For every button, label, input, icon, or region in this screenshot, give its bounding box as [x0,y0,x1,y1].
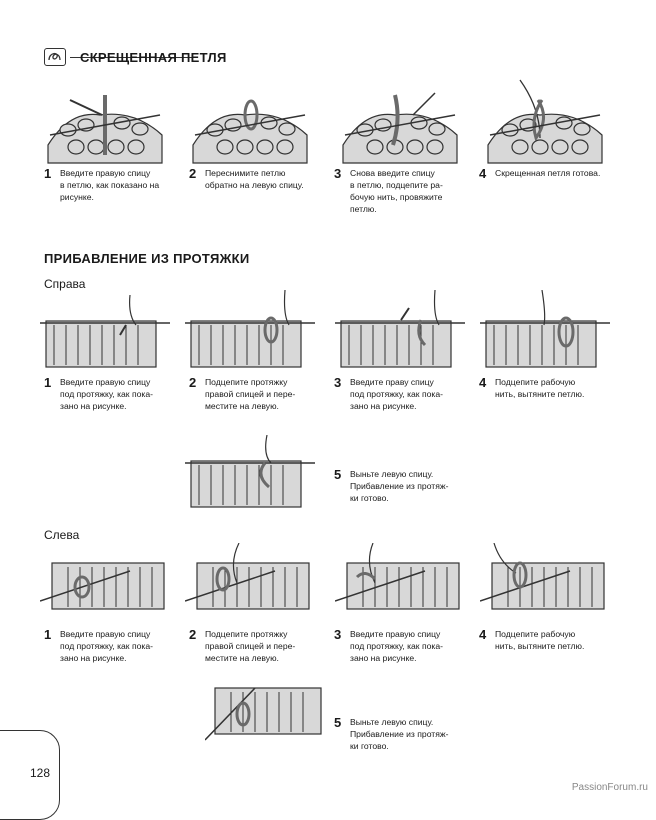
watermark: PassionForum.ru [571,782,648,793]
step-text: Подцепите рабочую нить, вытяните петлю. [495,629,585,651]
step-number: 3 [334,375,342,390]
crossed-loop-illustration-1 [40,85,170,165]
crossed-loop-illustration-2 [185,85,315,165]
step-text: Введите правую спицу под протяжку, как пока- зано на рисунке. [60,377,153,411]
step-number: 4 [479,627,487,642]
step-text: Подцепите протяжку правой спицей и пере- местите на левую. [205,629,296,663]
subsection-label-right: Справа [44,277,86,291]
step-number: 2 [189,375,197,390]
step-number: 3 [334,627,342,642]
step-number: 3 [334,166,342,181]
right-increase-illustration-1 [40,295,170,370]
left-increase-illustration-2 [185,543,315,623]
step-number: 1 [44,166,52,181]
step-number: 4 [479,166,487,181]
step-text: Подцепите рабочую нить, вытяните петлю. [495,377,585,399]
step-text: Подцепите протяжку правой спицей и пере- местите на левую. [205,377,296,411]
crossed-loop-illustration-3 [335,85,465,165]
section-title-crossed-loop: СКРЕЩЕННАЯ ПЕТЛЯ [80,50,227,65]
step-number: 1 [44,627,52,642]
step-text: Выньте левую спицу. Прибавление из протяж- ки готово. [350,469,449,503]
step-number: 5 [334,715,342,730]
step-text: Введите правую спицу в петлю, как показано на рисунке. [60,168,160,202]
step-text: Снова введите спицу в петлю, подцепите ра- бочую нить, провяжите петлю. [350,168,443,214]
step-number: 5 [334,467,342,482]
step-number: 1 [44,375,52,390]
step-number: 4 [479,375,487,390]
step-text: Введите правую спицу под протяжку, как пока- зано на рисунке. [350,629,443,663]
step-text: Введите праву спицу под протяжку, как пока- зано на рисунке. [350,377,443,411]
step-number: 2 [189,627,197,642]
left-increase-illustration-3 [335,543,465,623]
left-increase-illustration-1 [40,543,170,623]
step-text: Введите правую спицу под протяжку, как пока- зано на рисунке. [60,629,153,663]
loop-icon [44,48,66,66]
right-increase-illustration-3 [335,290,465,370]
crossed-loop-illustration-4 [480,78,610,165]
page-number: 128 [30,766,51,780]
step-number: 2 [189,166,197,181]
left-increase-illustration-5 [205,670,325,745]
right-increase-illustration-4 [480,290,610,370]
step-text: Выньте левую спицу. Прибавление из протяж- ки готово. [350,717,449,751]
subsection-label-left: Слева [44,528,80,542]
left-increase-illustration-4 [480,543,610,623]
section-title-increase: ПРИБАВЛЕНИЕ ИЗ ПРОТЯЖКИ [44,251,250,266]
right-increase-illustration-2 [185,290,315,370]
step-text: Переснимите петлю обратно на левую спицу. [205,168,304,190]
right-increase-illustration-5 [185,435,315,510]
step-text: Скрещенная петля готова. [495,168,601,178]
